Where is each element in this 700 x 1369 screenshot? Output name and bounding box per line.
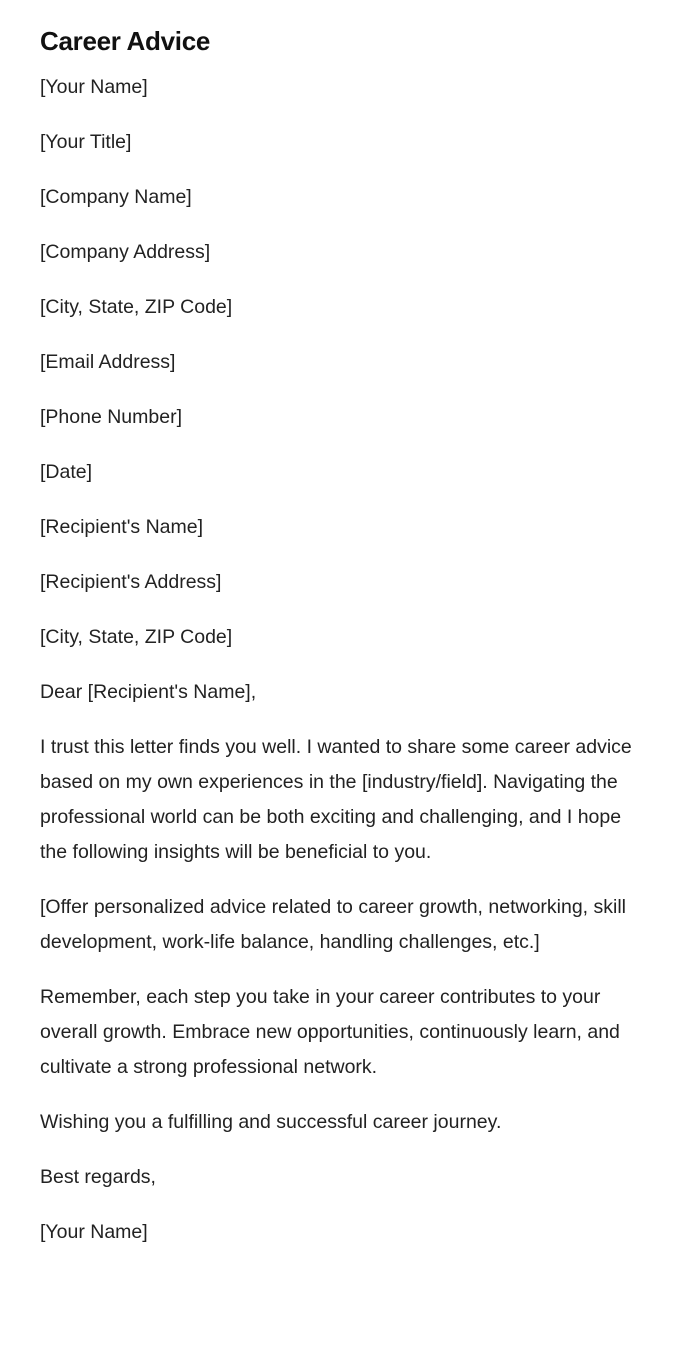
closing: Best regards, (40, 1166, 156, 1188)
sender-company: [Company Name] (40, 186, 192, 208)
sender-phone: [Phone Number] (40, 406, 182, 428)
letter-body (40, 730, 660, 1140)
sender-email: [Email Address] (40, 351, 176, 373)
body-paragraph: I trust this letter finds you well. I wanted to share some career advice based on my own experiences in the [industry/field]. Navigating the professional world can be both exciting and challenging, and I hope the following insights will be beneficial to you. (40, 736, 632, 863)
letter-date: [Date] (40, 461, 93, 483)
sender-block (40, 70, 660, 435)
salutation: Dear [Recipient's Name], (40, 681, 257, 703)
recipient-name: [Recipient's Name] (40, 516, 204, 538)
sender-title: [Your Title] (40, 131, 132, 153)
sender-company-address: [Company Address] (40, 241, 211, 263)
sender-city-state-zip: [City, State, ZIP Code] (40, 296, 233, 318)
signature-name: [Your Name] (40, 1221, 148, 1243)
recipient-address: [Recipient's Address] (40, 571, 222, 593)
document-title: Career Advice (40, 26, 211, 56)
body-paragraph: [Offer personalized advice related to career growth, networking, skill development, work-life balance, handling challenges, etc.] (40, 896, 627, 953)
sender-name: [Your Name] (40, 76, 148, 98)
body-paragraph: Remember, each step you take in your career contributes to your overall growth. Embrace new opportunities, continuously learn, and cultivate a strong professional network. (40, 986, 620, 1078)
recipient-block (40, 510, 660, 655)
body-paragraph: Wishing you a fulfilling and successful career journey. (40, 1111, 502, 1133)
recipient-city-state-zip: [City, State, ZIP Code] (40, 626, 233, 648)
